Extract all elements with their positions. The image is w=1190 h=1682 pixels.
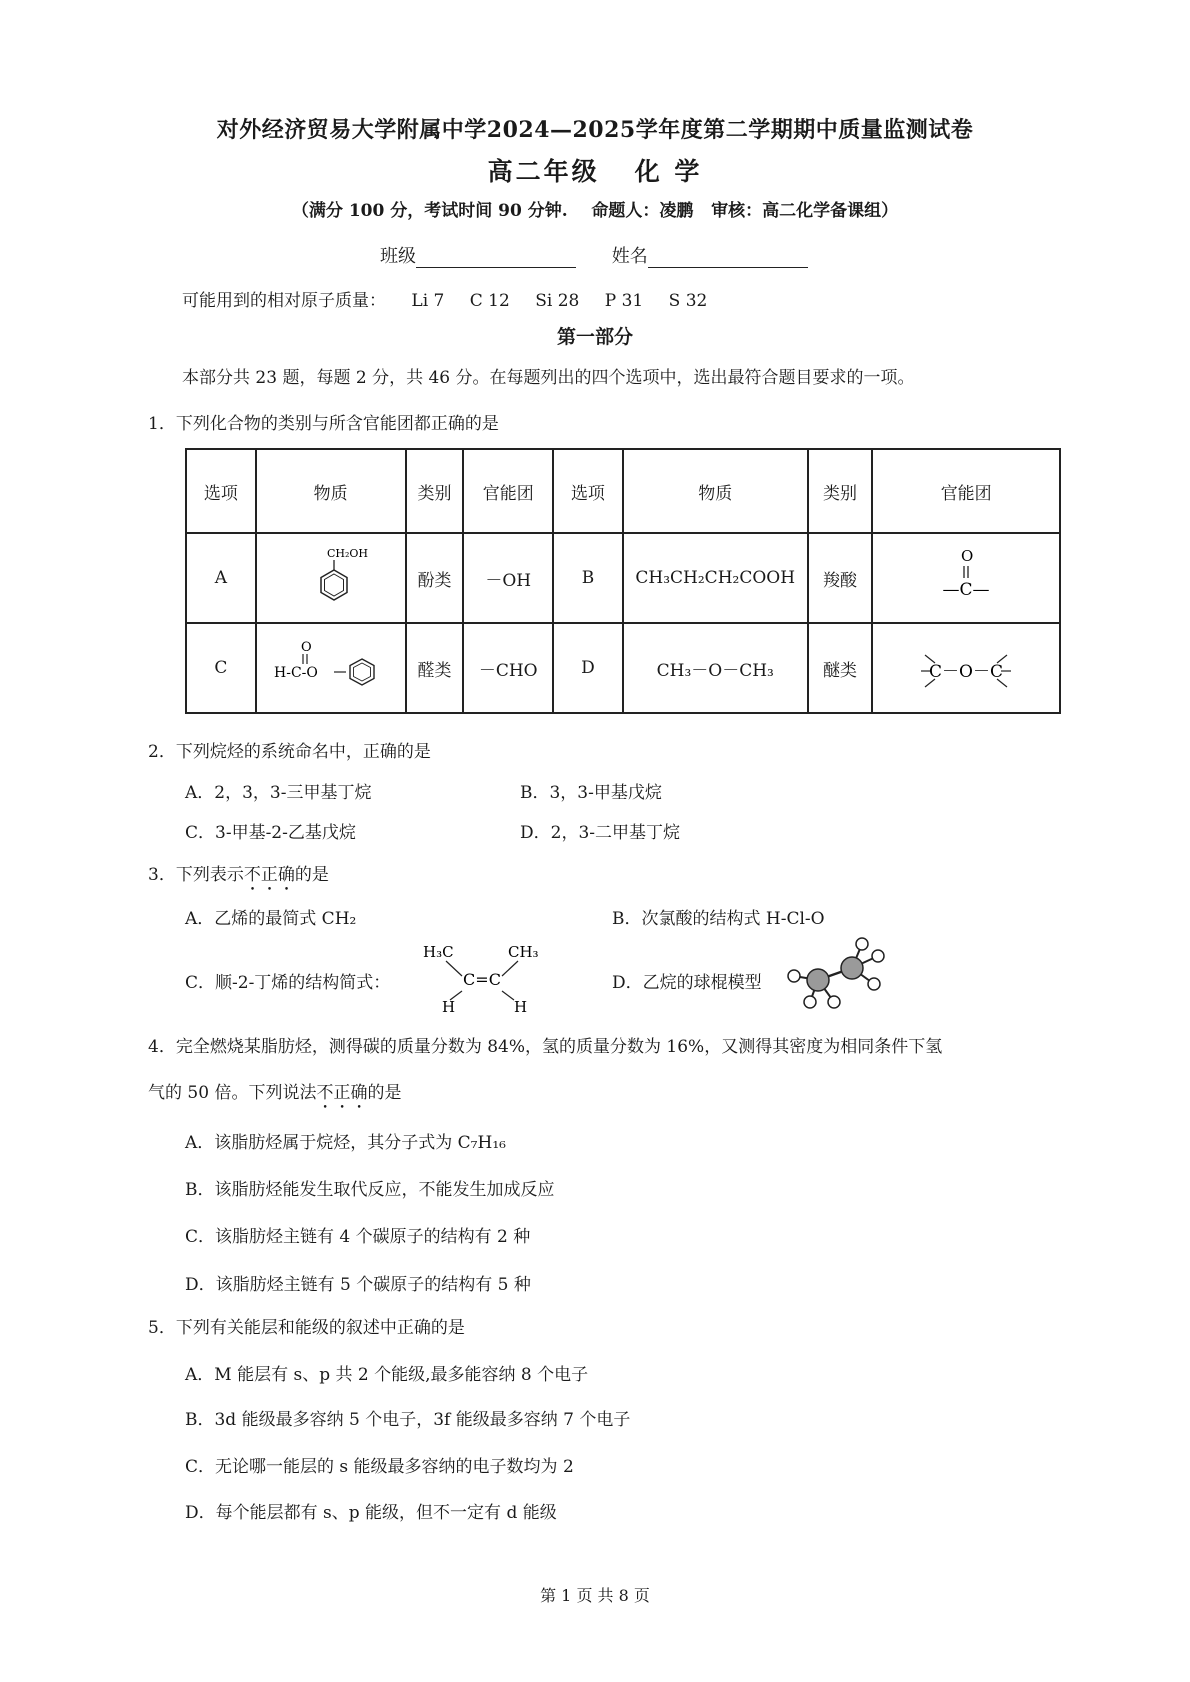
substance-cell: CH₃－O－CH₃ bbox=[623, 623, 808, 713]
table-row bbox=[186, 623, 1060, 713]
svg-text:CH₃: CH₃ bbox=[508, 943, 539, 961]
table-header-cell: 选项 bbox=[553, 449, 623, 533]
mass-item: S 32 bbox=[668, 291, 708, 311]
svg-text:C=C: C=C bbox=[463, 970, 501, 989]
table-header-cell: 类别 bbox=[406, 449, 464, 533]
q1-stem: 1．下列化合物的类别与所含官能团都正确的是 bbox=[148, 414, 499, 434]
name-row bbox=[380, 242, 838, 268]
atomic-masses-label: 可能用到的相对原子质量： bbox=[182, 291, 386, 311]
q3-stem-post: 的是 bbox=[294, 865, 329, 885]
q3-option-b: B．次氯酸的结构式 H-Cl-O bbox=[612, 909, 825, 929]
q4-stem-emphasis: 不正确 bbox=[316, 1083, 368, 1103]
phenyl-formate-svg bbox=[266, 635, 396, 697]
table-header-cell: 物质 bbox=[256, 449, 406, 533]
substance-cell: CH₃CH₂CH₂COOH bbox=[623, 533, 808, 623]
svg-text:O: O bbox=[300, 639, 312, 655]
mass-item: C 12 bbox=[469, 291, 510, 311]
part-instructions: 本部分共 23 题，每题 2 分，共 46 分。在每题列出的四个选项中，选出最符合题目要求的一项。 bbox=[182, 368, 915, 388]
mass-item: Si 28 bbox=[535, 291, 580, 311]
ethane-ball-stick-model bbox=[782, 932, 892, 1012]
q2-option-b: B．3，3-甲基戊烷 bbox=[520, 783, 662, 803]
category-cell: 酚类 bbox=[406, 533, 464, 623]
svg-text:C－O－C: C－O－C bbox=[929, 661, 1004, 682]
table-header-cell: 官能团 bbox=[872, 449, 1060, 533]
q4-stem-pre: 气的 50 倍。下列说法 bbox=[148, 1083, 317, 1103]
q4-stem-line2 bbox=[148, 1078, 401, 1113]
q3-stem-emphasis: 不正确 bbox=[243, 865, 295, 885]
functional-group-cell: －CHO bbox=[463, 623, 553, 713]
svg-text:H: H bbox=[514, 998, 528, 1014]
mass-item: P 31 bbox=[604, 291, 644, 311]
option-cell: A bbox=[186, 533, 256, 623]
q4-option-d: D．该脂肪烃主链有 5 个碳原子的结构有 5 种 bbox=[185, 1275, 531, 1295]
benzyl-alcohol-svg bbox=[291, 543, 371, 609]
svg-text:H₃C: H₃C bbox=[423, 943, 454, 961]
q4-stem-post: 的是 bbox=[367, 1083, 402, 1103]
table-header-cell: 类别 bbox=[808, 449, 873, 533]
ether-group bbox=[872, 623, 1060, 713]
svg-text:O: O bbox=[961, 546, 974, 565]
svg-text:H: H bbox=[442, 998, 456, 1014]
q4-stem-line1: 4．完全燃烧某脂肪烃，测得碳的质量分数为 84%，氢的质量分数为 16%，又测得其密度为相同条件下氢 bbox=[148, 1037, 943, 1057]
mass-item: Li 7 bbox=[411, 291, 445, 311]
class-label: 班级 bbox=[380, 246, 416, 267]
table-header-row bbox=[186, 449, 1060, 533]
carbonyl-group bbox=[872, 533, 1060, 623]
q4-option-b: B．该脂肪烃能发生取代反应，不能发生加成反应 bbox=[185, 1180, 555, 1200]
cis-2-butene-structure bbox=[418, 940, 548, 1014]
svg-text:—C—: —C— bbox=[942, 579, 990, 600]
q2-option-d: D．2，3-二甲基丁烷 bbox=[520, 823, 681, 843]
q3-option-d: D．乙烷的球棍模型 bbox=[612, 973, 762, 993]
table-header-cell: 官能团 bbox=[463, 449, 553, 533]
svg-text:H-C-O: H-C-O bbox=[273, 664, 318, 681]
exam-info: （满分 100 分，考试时间 90 分钟. 命题人：凌鹏 审核：高二化学备课组） bbox=[291, 201, 899, 221]
q2-option-a: A．2，3，3-三甲基丁烷 bbox=[185, 783, 372, 803]
q5-stem: 5．下列有关能层和能级的叙述中正确的是 bbox=[148, 1318, 465, 1338]
part-title: 第一部分 bbox=[556, 326, 633, 348]
name-label: 姓名 bbox=[611, 246, 648, 267]
q5-option-b: B．3d 能级最多容纳 5 个电子，3f 能级最多容纳 7 个电子 bbox=[185, 1410, 631, 1430]
q5-option-a: A．M 能层有 s、p 共 2 个能级,最多能容纳 8 个电子 bbox=[185, 1365, 589, 1385]
q1-table bbox=[185, 448, 1061, 714]
category-cell: 羧酸 bbox=[808, 533, 873, 623]
ether-svg bbox=[911, 635, 1021, 697]
option-cell: D bbox=[553, 623, 623, 713]
q4-option-c: C．该脂肪烃主链有 4 个碳原子的结构有 2 种 bbox=[185, 1227, 531, 1247]
category-cell: 醚类 bbox=[808, 623, 873, 713]
functional-group-cell: －OH bbox=[463, 533, 553, 623]
table-header-cell: 物质 bbox=[623, 449, 808, 533]
page-number: 第 1 页 共 8 页 bbox=[540, 1586, 650, 1605]
q3-option-a: A．乙烯的最简式 CH₂ bbox=[185, 909, 357, 929]
q2-option-c: C．3-甲基-2-乙基戊烷 bbox=[185, 823, 356, 843]
exam-title: 对外经济贸易大学附属中学2024—2025学年度第二学期期中质量监测试卷 bbox=[216, 117, 974, 143]
phenyl-formate-structure bbox=[256, 623, 406, 713]
q2-stem: 2．下列烷烃的系统命名中，正确的是 bbox=[148, 742, 431, 762]
benzyl-alcohol-structure bbox=[256, 533, 406, 623]
atomic-masses bbox=[182, 286, 707, 311]
table-header-cell: 选项 bbox=[186, 449, 256, 533]
q5-option-c: C．无论哪一能层的 s 能级最多容纳的电子数均为 2 bbox=[185, 1457, 574, 1477]
q3-stem bbox=[148, 860, 329, 895]
q3-option-c: C．顺-2-丁烯的结构简式： bbox=[185, 973, 391, 993]
option-cell: B bbox=[553, 533, 623, 623]
carbonyl-svg bbox=[916, 545, 1016, 607]
name-field[interactable] bbox=[648, 249, 808, 268]
table-row bbox=[186, 533, 1060, 623]
q3-stem-pre: 3．下列表示 bbox=[148, 865, 244, 885]
option-cell: C bbox=[186, 623, 256, 713]
svg-text:CH₂OH: CH₂OH bbox=[326, 546, 368, 560]
q5-option-d: D．每个能层都有 s、p 能级，但不一定有 d 能级 bbox=[185, 1503, 557, 1523]
q4-option-a: A．该脂肪烃属于烷烃，其分子式为 C₇H₁₆ bbox=[185, 1133, 506, 1153]
category-cell: 醛类 bbox=[406, 623, 464, 713]
exam-subtitle: 高二年级 化 学 bbox=[487, 157, 703, 186]
class-field[interactable] bbox=[416, 249, 576, 268]
